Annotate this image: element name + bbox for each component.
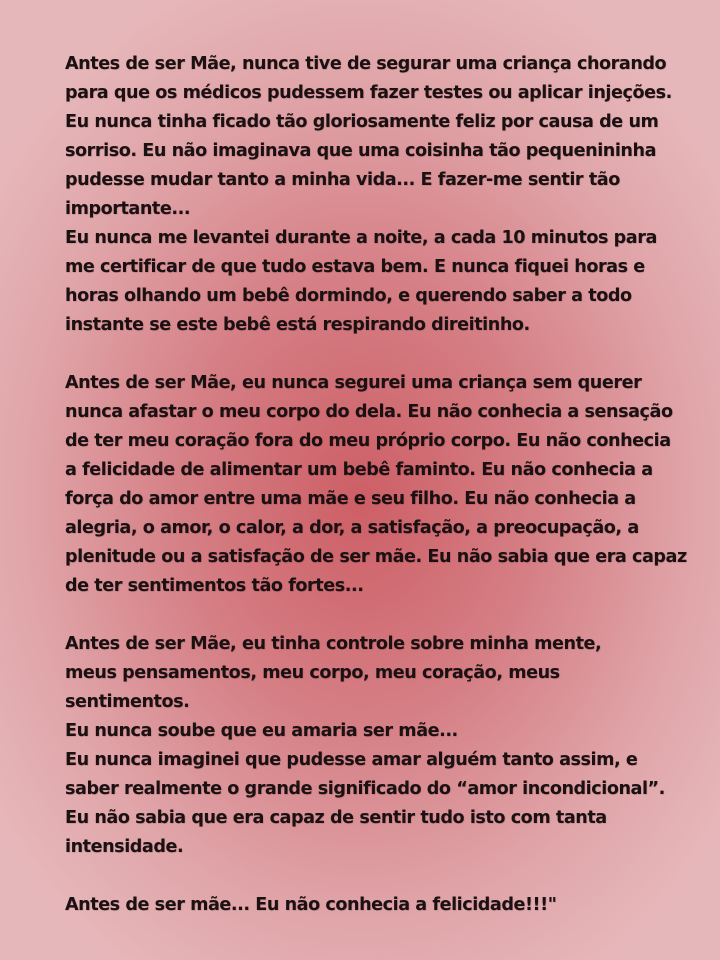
text-line: de ter sentimentos tão fortes...: [65, 576, 364, 596]
text-line: Eu nunca tinha ficado tão gloriosamente feliz por causa de um: [65, 112, 659, 132]
text-line: plenitude ou a satisfação de ser mãe. Eu não sabia que era capaz: [65, 547, 687, 567]
text-line: para que os médicos pudessem fazer testes ou aplicar injeções.: [65, 83, 672, 103]
text-line: me certificar de que tudo estava bem. E nunca fiquei horas e: [65, 257, 645, 277]
text-line: sorriso. Eu não imaginava que uma coisinha tão pequenininha: [65, 141, 657, 161]
text-line: saber realmente o grande significado do “amor incondicional”.: [65, 779, 665, 799]
text-line: instante se este bebê está respirando direitinho.: [65, 315, 530, 335]
text-line: Antes de ser mãe... Eu não conhecia a felicidade!!!": [65, 895, 557, 915]
text-line: alegria, o amor, o calor, a dor, a satisfação, a preocupação, a: [65, 518, 639, 538]
paragraph-1: [65, 50, 704, 340]
text-line: pudesse mudar tanto a minha vida... E fazer-me sentir tão: [65, 170, 620, 190]
text-line: Antes de ser Mãe, eu nunca segurei uma criança sem querer: [65, 373, 642, 393]
text-line: Eu não sabia que era capaz de sentir tudo isto com tanta: [65, 808, 607, 828]
text-line: força do amor entre uma mãe e seu filho. Eu não conhecia a: [65, 489, 636, 509]
text-line: Eu nunca soube que eu amaria ser mãe...: [65, 721, 458, 741]
text-line: Antes de ser Mãe, eu tinha controle sobre minha mente,: [65, 634, 602, 654]
text-line: a felicidade de alimentar um bebê faminto. Eu não conhecia a: [65, 460, 653, 480]
text-line: Antes de ser Mãe, nunca tive de segurar uma criança chorando: [65, 54, 667, 74]
text-line: Eu nunca imaginei que pudesse amar alguém tanto assim, e: [65, 750, 638, 770]
paragraph-3: [65, 630, 704, 862]
text-line: intensidade.: [65, 837, 184, 857]
text-line: sentimentos.: [65, 692, 190, 712]
text-line: importante...: [65, 199, 191, 219]
paragraph-2: [65, 369, 704, 601]
text-line: meus pensamentos, meu corpo, meu coração, meus: [65, 663, 560, 683]
paragraph-4: [65, 891, 704, 920]
text-line: Eu nunca me levantei durante a noite, a cada 10 minutos para: [65, 228, 657, 248]
text-line: de ter meu coração fora do meu próprio corpo. Eu não conhecia: [65, 431, 671, 451]
text-line: horas olhando um bebê dormindo, e querendo saber a todo: [65, 286, 632, 306]
text-line: nunca afastar o meu corpo do dela. Eu não conhecia a sensação: [65, 402, 673, 422]
